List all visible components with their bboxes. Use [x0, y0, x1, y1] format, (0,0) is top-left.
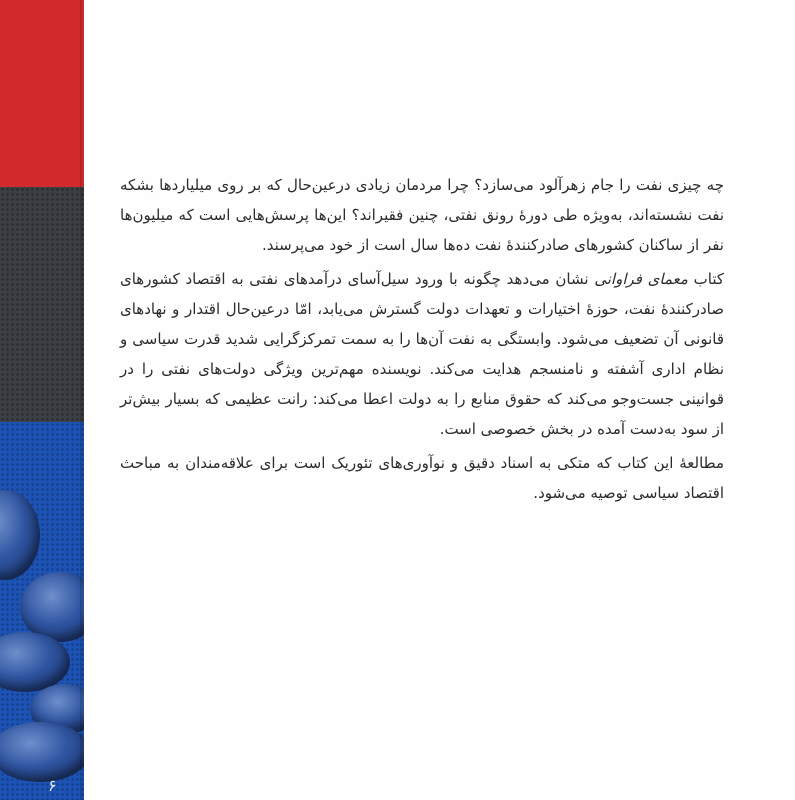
blurb-paragraph-2: [120, 264, 724, 444]
blurb-paragraph-3: مطالعهٔ این کتاب که متکی به اسناد دقیق و نوآوری‌های تئوریک است برای علاقه‌مندان به مباحث اقتصاد سیاسی توصیه می‌شود.: [120, 454, 724, 502]
blurb-paragraph-1: چه چیزی نفت را جام زهرآلود می‌سازد؟ چرا مردمان زیادی درعین‌حال که بر روی میلیاردها بشکه نفت نشسته‌اند، به‌ویژه طی دورهٔ رونق نفتی، چنین فقیراند؟ این‌ها پرسش‌هایی است که میلیون‌ها نفر از ساکنان کشورهای صادرکنندهٔ نفت ده‌ها سال است از خود می‌پرسند.: [120, 176, 724, 254]
spine-fold-shadow: [80, 0, 84, 800]
book-title: معمای فراوانی: [594, 270, 688, 288]
oil-barrel-image: [0, 722, 84, 782]
spine-blue-dotted-band: [0, 422, 84, 800]
spine-red-band: [0, 0, 84, 187]
spine-gray-dotted-band: [0, 187, 84, 422]
blurb-paragraph-2-prefix: کتاب: [687, 270, 724, 288]
spine-bottom-mark: ۶: [48, 776, 57, 795]
blurb-paragraph-2-body: نشان می‌دهد چگونه با ورود سیل‌آسای درآمدهای نفتی به اقتصاد کشورهای صادرکنندهٔ نفت، حوزهٔ اختیارات و تعهدات دولت گسترش می‌یابد، امّا درعین‌حال اقتدار و نهادهای قانونی آن تضعیف می‌شود. وابستگی به نفت آن‌ها را به سمت تمرکزگرایی شدید قدرت سیاسی و نظام اداری آشفته و نامنسجم هدایت می‌کند. نویسنده مهم‌ترین ویژگی دولت‌های نفتی را در قوانینی جست‌وجو می‌کند که حقوق منابع را به دولت اعطا می‌کند: رانت عظیمی که بسیار بیش‌تر از سود به‌دست آمده در بخش خصوصی است.: [120, 270, 724, 438]
oil-barrel-image: [0, 490, 40, 580]
cover-spine-strip: [0, 0, 84, 800]
blurb-text: [120, 170, 724, 508]
